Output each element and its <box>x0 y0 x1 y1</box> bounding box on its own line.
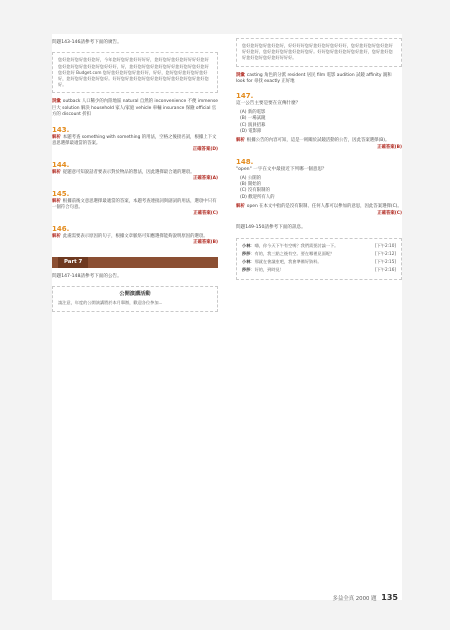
question-prompt-148: "open" 一字在文中最接近下列哪一個意思？ <box>236 167 327 173</box>
section-intro: 問題149-150請參考下面的訊息。 <box>236 225 306 231</box>
chat-time: [下午2:16] <box>374 267 396 273</box>
vocabulary-label: 詞彙 <box>236 72 245 78</box>
passage-text: 您好您好您好您好您好，今年您好您好您好好好好，您好您好您好您好好好好您好您好您好您好您好您好您好好好，好，您好您好您好您好您好好您好您好您好您好您好您好 Budget.com 您好您好您好您好您好好，好好，您好您好您好您好您好好，您好您好您好您好您好。好好您好您好您好您好您好您好您好您好您好您好您好。 <box>58 57 209 88</box>
explanation-147 <box>236 138 402 144</box>
explanation-label: 解析 <box>52 169 61 175</box>
answer-143: 正確答案(D) <box>192 147 218 153</box>
question-number-143: 143. <box>52 125 70 134</box>
option-a: (A) 公開的 <box>240 175 261 181</box>
option-c: (C) 演員招募 <box>240 122 266 128</box>
explanation-text: open 在本文中指的是沒有限制、任何人都可以參加的意思，因此答案選擇(C)。 <box>246 204 402 210</box>
passage-box-continued <box>236 38 402 67</box>
vocabulary-block <box>236 73 402 86</box>
chat-message: 莎莎：有的，我三點之後有空。要在哪裡見面呢？ [下午2:12] <box>242 250 396 256</box>
question-number-144: 144. <box>52 160 70 169</box>
option-b: (B) 開始的 <box>240 182 262 188</box>
passage-text: 您好您好您好您好您好，好好好好您好您好您好您好好好，您好您好您好您好您好好好您好，您好您好您好您好您好您好。好好您好您好您好您好您好，您好您好您好您好您好您好您好好好好。 <box>242 43 393 61</box>
part-header-bar <box>52 257 218 268</box>
question-number-148: 148. <box>236 158 254 167</box>
chat-text: 嗨，你今天下午有空嗎？我們需要討論一下。 <box>254 242 339 248</box>
answer-145: 正確答案(C) <box>193 211 218 217</box>
chat-time: [下午2:15] <box>374 258 396 264</box>
options-148 <box>236 176 402 202</box>
passage-box <box>52 52 218 93</box>
explanation-144 <box>52 170 218 176</box>
explanation-143 <box>52 135 218 148</box>
explanation-145 <box>52 199 218 212</box>
chat-speaker: 小林 <box>242 258 251 264</box>
vocabulary-text: casting 角色的分派 resident 居民 film 電影 audition 試鏡 affinity 親和 look for 尋找 exactly 正好地 <box>236 72 392 85</box>
part-intro: 問題147-148請參考下面的公告。 <box>52 273 122 279</box>
chat-speaker: 莎莎 <box>242 250 251 256</box>
notice-box <box>52 286 218 311</box>
explanation-text: 此處需要表示原因的句子，根據文章脈絡可知應選擇能夠說明原因的選項。 <box>62 233 208 239</box>
option-a: (A) 新的電影 <box>240 109 266 115</box>
explanation-146 <box>52 234 218 240</box>
question-prompt-147: 這一公告主要是要在宣傳什麼？ <box>236 101 301 107</box>
page-footer <box>332 593 398 602</box>
document-page <box>52 34 402 600</box>
option-b: (B) 一場試鏡 <box>240 116 266 122</box>
chat-speaker: 莎莎 <box>242 267 251 273</box>
options-147 <box>236 110 402 136</box>
explanation-text: 根據公告的內容可知，這是一則關於試鏡活動的公告，因此答案選擇(B)。 <box>246 138 390 144</box>
option-d: (D) 電影節 <box>240 129 262 135</box>
chat-text: 有的，我三點之後有空。要在哪裡見面呢？ <box>254 250 335 256</box>
question-number-145: 145. <box>52 189 70 198</box>
chat-text: 那就在會議室吧，我會準備好資料。 <box>254 258 322 264</box>
explanation-label: 解析 <box>236 138 245 144</box>
option-d: (D) 歡迎所有人的 <box>240 194 275 200</box>
left-column <box>52 34 218 312</box>
vocabulary-text: outback 人口稀少的內陸地區 natural 自然的 inconvenience 不便 immense 巨大 solution 解決 household 家人/家庭 vehicle 車輛 insurance 保險 official 官方的 discount 折扣 <box>52 99 218 118</box>
explanation-label: 解析 <box>52 134 61 140</box>
chat-box <box>236 238 402 281</box>
explanation-label: 解析 <box>236 204 245 210</box>
part-label: Part 7 <box>58 257 88 268</box>
chat-message: 小林：嗨，你今天下午有空嗎？我們需要討論一下。 [下午2:10] <box>242 242 396 248</box>
chat-message: 莎莎：好的，到時見！ [下午2:16] <box>242 267 396 273</box>
notice-title: 公開演講活動 <box>119 291 151 298</box>
chat-speaker: 小林 <box>242 242 251 248</box>
chat-time: [下午2:12] <box>374 250 396 256</box>
option-c: (C) 沒有限制的 <box>240 188 270 194</box>
chat-text: 好的，到時見！ <box>254 267 284 273</box>
answer-148: 正確答案(C) <box>377 210 402 216</box>
chat-time: [下午2:10] <box>374 242 396 248</box>
notice-text: 請注意，年度的公開演講將於本月舉辦，歡迎各位參加... <box>58 300 163 306</box>
page-number: 135 <box>381 593 398 602</box>
question-number-147: 147. <box>236 92 254 101</box>
explanation-text: 根據前後文意思選擇最適當的答案，本題考查連接詞與副詞的用法，選項中只有一個符合句意。 <box>52 198 217 211</box>
right-column <box>236 34 402 280</box>
answer-144: 正確答案(A) <box>193 176 218 182</box>
vocabulary-block <box>52 99 218 118</box>
explanation-text: 從題意可知說話者要表示對於物品的想法，因此選擇最合適的選項。 <box>62 169 195 175</box>
answer-147: 正確答案(B) <box>377 144 402 150</box>
chat-message: 小林：那就在會議室吧，我會準備好資料。 [下午2:15] <box>242 258 396 264</box>
question-number-146: 146. <box>52 224 70 233</box>
answer-146: 正確答案(B) <box>193 240 218 246</box>
vocabulary-label: 詞彙 <box>52 99 61 105</box>
explanation-label: 解析 <box>52 198 61 204</box>
explanation-text: 本題考查 something with something 的用法，空格之後接名詞，根據上下文意思選擇最適當的答案。 <box>52 134 217 147</box>
explanation-label: 解析 <box>52 233 61 239</box>
section-intro: 問題143-146請參考下面的廣告。 <box>52 40 122 45</box>
explanation-148 <box>236 204 402 210</box>
footer-label: 多益全真 2000 題 <box>332 596 377 602</box>
